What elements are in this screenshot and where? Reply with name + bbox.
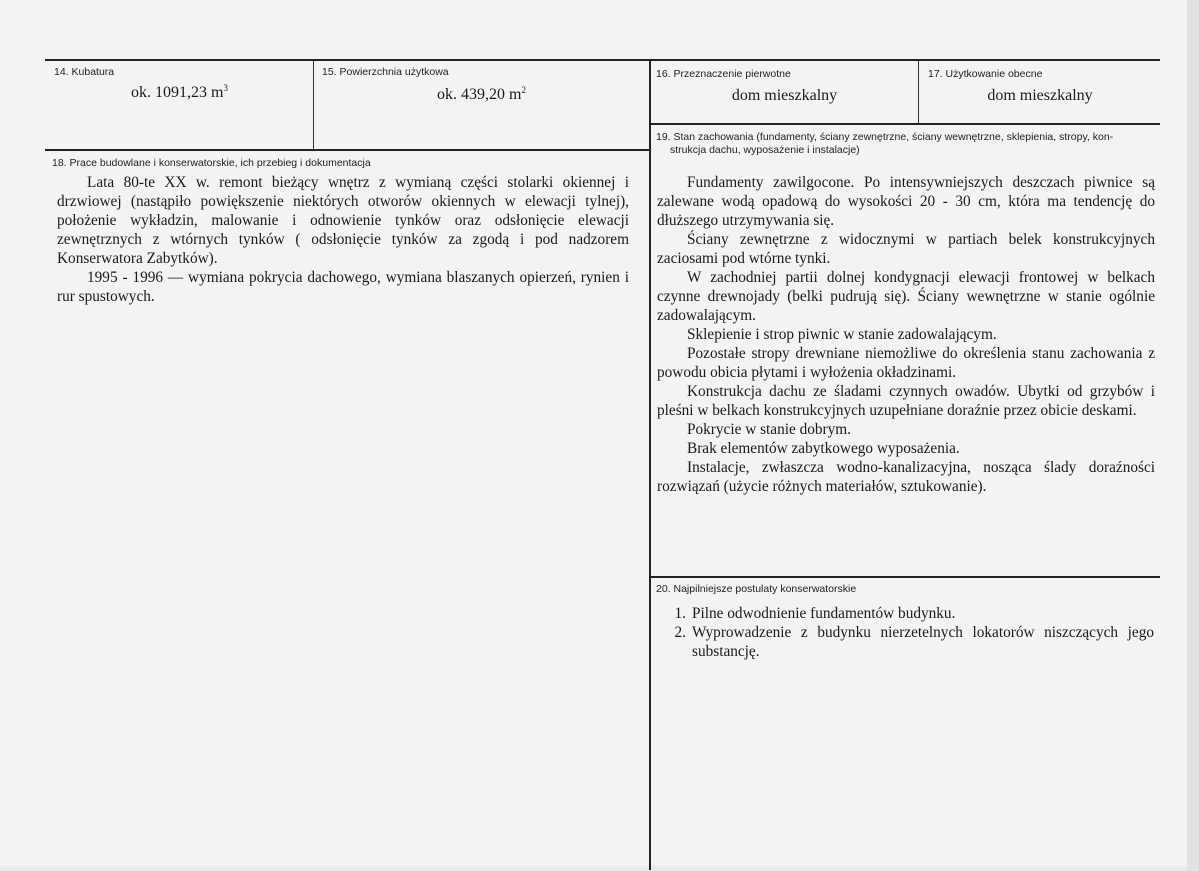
divider-16-17 — [918, 60, 919, 124]
field-19-label — [656, 131, 1156, 157]
list-item-text: Wyprowadzenie z budynku nierzetelnych lokatorów niszczących jego substancję. — [692, 624, 1154, 660]
field-16-label: 16. Przeznaczenie pierwotne — [656, 68, 791, 80]
scan-edge — [1187, 0, 1199, 871]
field-18-paragraph: 1995 - 1996 — wymiana pokrycia dachowego, wymiana blaszanych opierzeń, rynien i rur spustowych. — [57, 269, 629, 305]
field-19-label-line1: 19. Stan zachowania (fundamenty, ściany zewnętrzne, ściany wewnętrzne, sklepienia, stropy, kon- — [656, 131, 1114, 143]
rule-under-16-17 — [650, 123, 1160, 125]
center-divider — [649, 60, 651, 870]
field-15-label: 15. Powierzchnia użytkowa — [322, 66, 449, 78]
field-20-label: 20. Najpilniejsze postulaty konserwatorskie — [656, 583, 857, 595]
field-19-label-line2: strukcja dachu, wyposażenie i instalacje) — [670, 144, 860, 156]
field-19-paragraph: Brak elementów zabytkowego wyposażenia. — [687, 440, 960, 457]
divider-14-15 — [313, 60, 314, 150]
field-20-list — [662, 604, 1154, 661]
field-19-paragraph: W zachodniej partii dolnej kondygnacji elewacji frontowej w belkach czynne drewnojady (belki pudrują się). Ściany wewnętrzne w stanie ogólnie zadowalającym. — [657, 269, 1155, 324]
field-19-paragraph: Konstrukcja dachu ze śladami czynnych owadów. Ubytki od grzybów i pleśni w belkach konstrukcyjnych uzupełniane doraźnie przez obicie deskami. — [657, 383, 1155, 419]
field-19-paragraph: Instalacje, zwłaszcza wodno-kanalizacyjna, nosząca ślady doraźności rozwiązań (użycie różnych materiałów, sztukowanie). — [657, 459, 1155, 495]
field-19-paragraph: Ściany zewnętrzne z widocznymi w partiach belek konstrukcyjnych zaciosami pod wtórne tynki. — [657, 231, 1155, 267]
list-item — [662, 604, 1154, 623]
square-sup: 2 — [521, 85, 526, 95]
field-15-value — [314, 86, 649, 104]
list-item-number: 2. — [674, 624, 686, 641]
field-17-label: 17. Użytkowanie obecne — [928, 68, 1043, 80]
field-14-value — [46, 84, 313, 102]
rule-above-18 — [45, 149, 651, 151]
field-17-value: dom mieszkalny — [987, 87, 1093, 104]
field-18-paragraph: Lata 80-te XX w. remont bieżący wnętrz z wymianą części stolarki okiennej i drzwiowej (nastąpiło powiększenie niektórych otworów okiennych w elewacji tylnej), położenie wykładzin, malowanie i odnowienie tynków oraz odsłonięcie elewacji zewnętrznych z wtórnych tynków ( odsłonięcie tynków za zgodą i pod nadzorem Konserwatora Zabytków). — [57, 174, 629, 267]
field-19-text — [657, 173, 1155, 496]
cubic-sup: 3 — [223, 83, 228, 93]
rule-above-20 — [650, 576, 1160, 578]
list-item-number: 1. — [674, 605, 686, 622]
powierzchnia-text: ok. 439,20 m — [437, 86, 522, 103]
field-16-value: dom mieszkalny — [731, 87, 838, 104]
field-18-text — [57, 173, 629, 306]
top-rule — [45, 59, 1160, 61]
list-item-text: Pilne odwodnienie fundamentów budynku. — [692, 605, 956, 622]
kubatura-text: ok. 1091,23 m — [131, 84, 224, 101]
list-item — [662, 623, 1154, 661]
field-14-label: 14. Kubatura — [54, 66, 115, 78]
field-19-paragraph: Pokrycie w stanie dobrym. — [687, 421, 851, 438]
field-19-paragraph: Sklepienie i strop piwnic w stanie zadowalającym. — [687, 326, 997, 343]
field-19-paragraph: Pozostałe stropy drewniane niemożliwe do określenia stanu zachowania z powodu obicia płytami i wyłożenia okładzinami. — [657, 345, 1155, 381]
field-18-label: 18. Prace budowlane i konserwatorskie, ich przebieg i dokumentacja — [52, 157, 371, 169]
field-19-paragraph: Fundamenty zawilgocone. Po intensywniejszych deszczach piwnice są zalewane wodą opadową do wysokości 20 - 30 cm, która ma tendencję do dłuższego utrzymywania się. — [657, 174, 1155, 229]
